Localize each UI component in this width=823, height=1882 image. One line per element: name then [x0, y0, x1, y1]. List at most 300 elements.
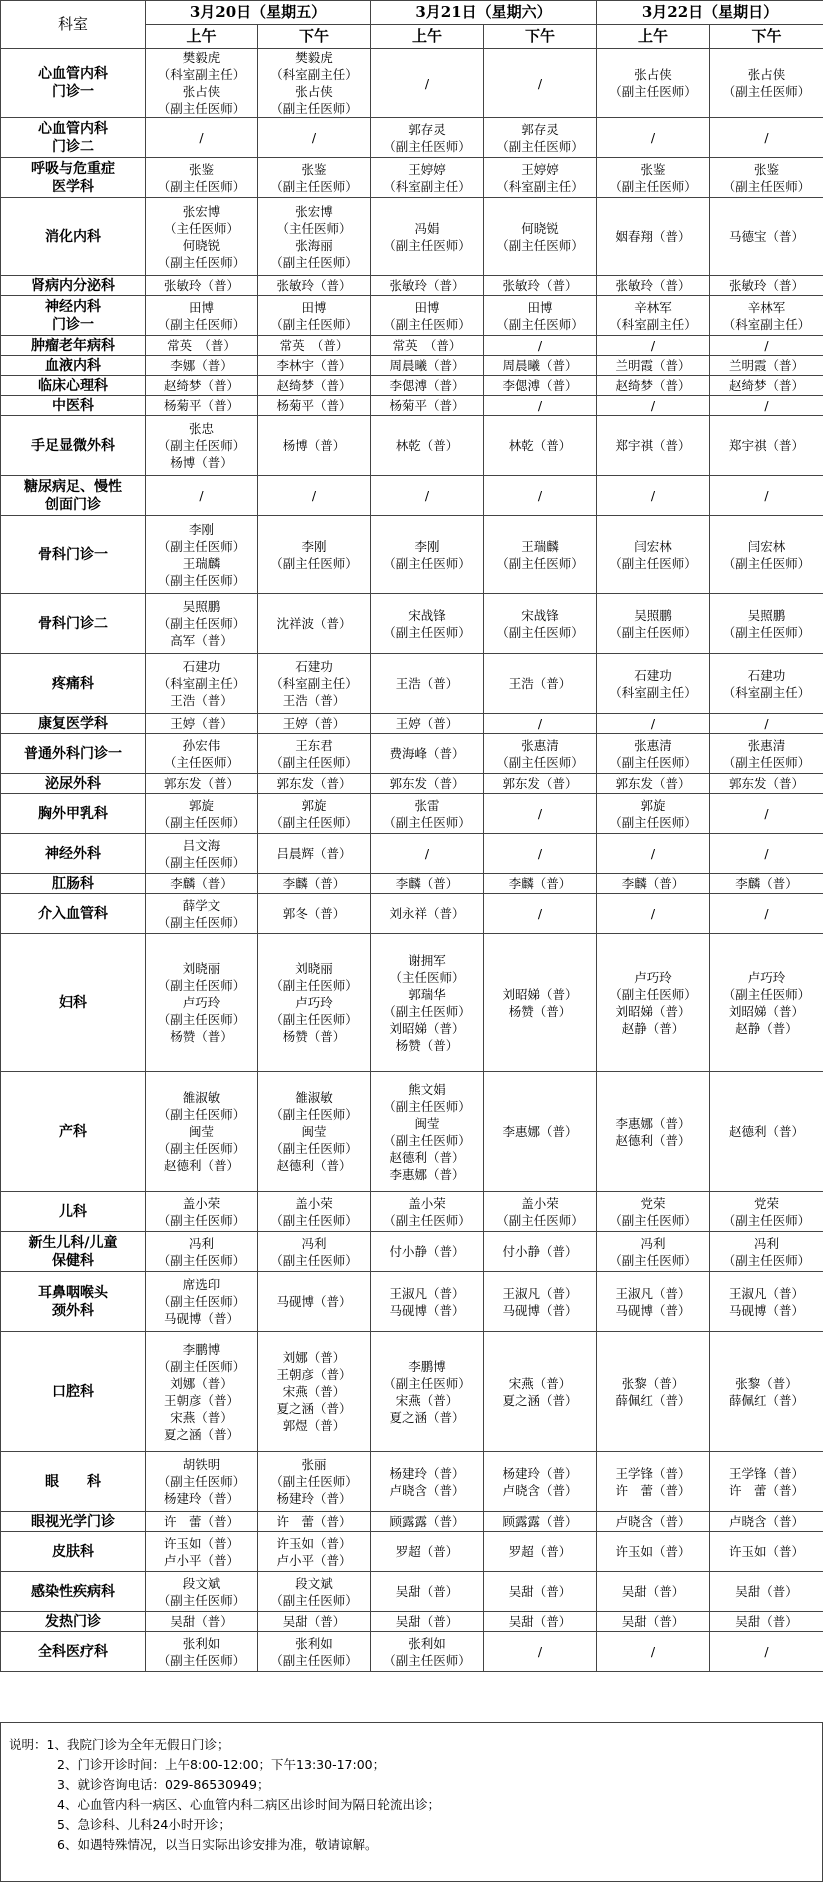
doctor-entry: 杨赞（普）: [282, 1029, 346, 1044]
schedule-cell: [371, 476, 484, 516]
date-header-2: 3月21日（星期六）: [371, 1, 597, 25]
doctor-entry: （副主任医师）: [383, 1375, 471, 1391]
doctor-entry: 刘昭娣（普）: [728, 1003, 804, 1019]
doctor-entry: 王朝彦（普）: [276, 1367, 352, 1382]
schedule-cell: [371, 1572, 484, 1612]
date-header-3: 3月22日（星期日）: [597, 1, 823, 25]
doctor-entry: 杨菊平（普）: [389, 398, 465, 413]
doctor-entry: 赵德利（普）: [163, 1158, 239, 1173]
department-name-line: 肾病内分泌科: [31, 277, 115, 294]
doctor-entry: /: [650, 338, 656, 353]
schedule-cell: [710, 654, 823, 714]
schedule-cell: [146, 934, 258, 1072]
department-name-line: 新生儿科/儿童: [28, 1234, 118, 1251]
department-name: [1, 396, 146, 416]
schedule-cell: [597, 1532, 710, 1572]
doctor-entry: /: [537, 906, 543, 921]
schedule-cell: [484, 118, 597, 158]
department-name: [1, 714, 146, 734]
doctor-entry: 李麟（普）: [395, 876, 459, 891]
schedule-row: [1, 1632, 823, 1672]
schedule-cell: [371, 296, 484, 336]
schedule-cell: [710, 794, 823, 834]
doctor-entry: 赵绮梦（普）: [615, 378, 691, 393]
half-header: 上午: [597, 25, 710, 49]
doctor-entry: 卢巧玲: [295, 995, 333, 1010]
schedule-cell: [484, 874, 597, 894]
doctor-entry: 卢晓含（普）: [728, 1514, 804, 1529]
doctor-entry: 马砚博（普）: [615, 1302, 691, 1318]
schedule-cell: [258, 296, 371, 336]
schedule-cell: [597, 1612, 710, 1632]
doctor-entry: 李麟（普）: [735, 876, 798, 891]
doctor-entry: 马砚博（普）: [728, 1302, 804, 1318]
doctor-entry: 许玉如（普）: [728, 1544, 804, 1559]
schedule-cell: [258, 834, 371, 874]
doctor-entry: （副主任医师）: [722, 624, 811, 640]
department-name: [1, 654, 146, 714]
doctor-entry: 石建功: [295, 659, 333, 674]
doctor-entry: （副主任医师）: [383, 814, 471, 830]
doctor-entry: （副主任医师）: [722, 1212, 811, 1228]
schedule-cell: [710, 198, 823, 276]
doctor-entry: 郑宇祺（普）: [615, 438, 691, 453]
doctor-entry: 张占侠: [182, 84, 221, 99]
doctor-entry: 兰明霞（普）: [728, 358, 804, 373]
doctor-entry: 李鹏博: [182, 1341, 221, 1357]
doctor-entry: 马砚博（普）: [276, 1294, 352, 1309]
doctor-entry: 石建功: [747, 667, 786, 683]
doctor-entry: 李麟（普）: [282, 876, 346, 891]
schedule-cell: [146, 714, 258, 734]
schedule-cell: [710, 1072, 823, 1192]
schedule-cell: [484, 1232, 597, 1272]
doctor-entry: 郭旋: [640, 797, 666, 813]
doctor-entry: 薛学文: [182, 897, 221, 913]
department-name-line: 产科: [59, 1123, 87, 1140]
doctor-entry: /: [537, 806, 543, 821]
doctor-entry: /: [537, 398, 543, 413]
department-name: [1, 49, 146, 118]
doctor-entry: （主任医师）: [276, 220, 352, 236]
schedule-cell: [146, 1572, 258, 1612]
schedule-cell: [710, 1452, 823, 1512]
schedule-row: [1, 356, 823, 376]
doctor-entry: （主任医师）: [389, 969, 465, 985]
schedule-cell: [146, 276, 258, 296]
schedule-cell: [597, 1332, 710, 1452]
schedule-cell: [258, 1272, 371, 1332]
doctor-entry: 卢巧玲: [634, 969, 672, 985]
schedule-cell: [710, 516, 823, 594]
schedule-cell: [371, 714, 484, 734]
doctor-entry: 王浩（普）: [170, 693, 233, 708]
department-name-line: 口腔科: [52, 1383, 94, 1400]
schedule-cell: [371, 1332, 484, 1452]
schedule-cell: [146, 49, 258, 118]
doctor-entry: 郭存灵: [408, 121, 446, 137]
schedule-row: [1, 714, 823, 734]
schedule-cell: [710, 376, 823, 396]
doctor-entry: /: [764, 846, 769, 861]
doctor-entry: 石建功: [634, 667, 672, 683]
note-line: 说明：1、我院门诊为全年无假日门诊；: [9, 1737, 230, 1752]
doctor-entry: 李偲溥（普）: [502, 378, 578, 393]
doctor-entry: 宋燕（普）: [170, 1409, 233, 1425]
doctor-entry: 吴照鹏: [182, 599, 221, 614]
doctor-entry: 王婷（普）: [395, 716, 459, 731]
doctor-entry: /: [650, 398, 656, 413]
doctor-entry: （副主任医师）: [157, 978, 246, 993]
doctor-entry: 李刚: [188, 521, 214, 537]
schedule-cell: [258, 416, 371, 476]
doctor-entry: （副主任医师）: [496, 138, 584, 154]
doctor-entry: （副主任医师）: [157, 914, 246, 930]
schedule-cell: [146, 1272, 258, 1332]
schedule-cell: [597, 516, 710, 594]
doctor-entry: /: [199, 488, 204, 503]
doctor-entry: 王朝彦（普）: [163, 1392, 239, 1408]
doctor-entry: 赵静（普）: [621, 1020, 685, 1036]
doctor-entry: /: [424, 75, 430, 91]
schedule-cell: [484, 356, 597, 376]
schedule-cell: [710, 158, 823, 198]
schedule-cell: [484, 1612, 597, 1632]
department-name: [1, 198, 146, 276]
schedule-cell: [258, 874, 371, 894]
department-name-line: 门诊一: [52, 316, 94, 333]
schedule-cell: [710, 1272, 823, 1332]
doctor-entry: 王淑凡（普）: [389, 1285, 465, 1301]
doctor-entry: 薛佩红（普）: [728, 1392, 804, 1408]
doctor-entry: 吴照鹏: [747, 607, 786, 623]
doctor-entry: （副主任医师）: [722, 754, 811, 770]
doctor-entry: 杨菊平（普）: [163, 398, 239, 413]
department-name: [1, 296, 146, 336]
doctor-entry: 王学锋（普）: [615, 1465, 691, 1481]
schedule-cell: [371, 834, 484, 874]
doctor-entry: 马砚博（普）: [389, 1302, 465, 1318]
schedule-cell: [597, 416, 710, 476]
doctor-entry: （主任医师）: [163, 754, 239, 770]
doctor-entry: 赵静（普）: [735, 1020, 798, 1036]
schedule-cell: [258, 356, 371, 376]
doctor-entry: 卢小平（普）: [163, 1552, 239, 1568]
schedule-cell: [146, 416, 258, 476]
schedule-row: [1, 276, 823, 296]
doctor-entry: 赵德利（普）: [276, 1158, 352, 1173]
department-name-line: 肿瘤老年病科: [31, 337, 115, 354]
doctor-entry: /: [650, 1644, 656, 1659]
doctor-entry: 张惠清: [634, 737, 672, 753]
department-name-line: 糖尿病足、慢性: [24, 478, 122, 495]
doctor-entry: （副主任医师）: [157, 254, 246, 270]
doctor-entry: （副主任医师）: [157, 316, 246, 332]
doctor-entry: 吴照鹏: [634, 607, 672, 623]
schedule-row: [1, 934, 823, 1072]
schedule-cell: [484, 1452, 597, 1512]
doctor-entry: （副主任医师）: [270, 814, 358, 830]
schedule-cell: [371, 1452, 484, 1512]
schedule-cell: [371, 1532, 484, 1572]
schedule-cell: [371, 874, 484, 894]
department-name-line: 门诊二: [52, 138, 94, 155]
schedule-cell: [371, 794, 484, 834]
doctor-entry: 熊文娟: [408, 1081, 446, 1097]
schedule-cell: [258, 118, 371, 158]
doctor-entry: 张惠清: [747, 737, 786, 753]
schedule-cell: [258, 1192, 371, 1232]
doctor-entry: 马砚博（普）: [163, 1311, 239, 1326]
doctor-entry: 张鉴: [301, 161, 327, 177]
schedule-row: [1, 1272, 823, 1332]
doctor-entry: （副主任医师）: [270, 1592, 358, 1608]
doctor-entry: 李林宇（普）: [276, 358, 352, 373]
doctor-entry: 张黎（普）: [735, 1375, 798, 1391]
schedule-cell: [597, 1632, 710, 1672]
department-name-line: 呼吸与危重症: [31, 160, 115, 177]
doctor-entry: 石建功: [182, 659, 221, 674]
doctor-entry: 盖小荣: [182, 1195, 221, 1211]
doctor-entry: （副主任医师）: [722, 1252, 811, 1268]
department-name: [1, 894, 146, 934]
doctor-entry: /: [764, 806, 769, 821]
doctor-entry: （副主任医师）: [157, 1652, 246, 1668]
doctor-entry: 张鉴: [640, 161, 666, 177]
doctor-entry: 田博: [527, 299, 553, 315]
schedule-cell: [597, 774, 710, 794]
doctor-entry: 周晨曦（普）: [389, 358, 465, 373]
schedule-cell: [484, 198, 597, 276]
schedule-cell: [484, 158, 597, 198]
doctor-entry: 刘昭娣（普）: [389, 1020, 465, 1036]
doctor-entry: 冯利: [753, 1235, 779, 1251]
department-name-line: 泌尿外科: [45, 775, 101, 792]
doctor-entry: 王淑凡（普）: [502, 1285, 578, 1301]
schedule-cell: [258, 49, 371, 118]
schedule-cell: [597, 1232, 710, 1272]
doctor-entry: 张敏玲（普）: [389, 278, 465, 293]
schedule-cell: [484, 476, 597, 516]
schedule-cell: [258, 794, 371, 834]
doctor-entry: /: [764, 398, 769, 413]
doctor-entry: 夏之涵（普）: [502, 1392, 578, 1408]
schedule-cell: [710, 1532, 823, 1572]
schedule-cell: [484, 336, 597, 356]
schedule-cell: [258, 1632, 371, 1672]
department-name-line: 疼痛科: [52, 675, 94, 692]
doctor-entry: （副主任医师）: [722, 84, 811, 99]
schedule-cell: [146, 1332, 258, 1452]
doctor-entry: （副主任医师）: [157, 438, 246, 453]
doctor-entry: 宋燕（普）: [395, 1392, 459, 1408]
department-name-line: 血液内科: [45, 357, 101, 374]
doctor-entry: （副主任医师）: [496, 316, 584, 332]
doctor-entry: /: [764, 906, 769, 921]
doctor-entry: 卢巧玲: [182, 995, 221, 1010]
doctor-entry: 吴甜（普）: [735, 1614, 798, 1629]
department-name-line: 保健科: [52, 1252, 94, 1269]
schedule-row: [1, 834, 823, 874]
doctor-entry: 郭东发（普）: [728, 776, 804, 791]
doctor-entry: （副主任医师）: [270, 178, 358, 194]
doctor-entry: 张鉴: [188, 161, 214, 177]
schedule-cell: [597, 296, 710, 336]
schedule-cell: [597, 1512, 710, 1532]
schedule-cell: [258, 1232, 371, 1272]
doctor-entry: 吴甜（普）: [395, 1584, 459, 1599]
schedule-row: [1, 874, 823, 894]
doctor-entry: （副主任医师）: [496, 754, 584, 770]
doctor-entry: 郭旋: [188, 797, 214, 813]
doctor-entry: （副主任医师）: [609, 1212, 697, 1228]
doctor-entry: /: [650, 488, 656, 503]
schedule-row: [1, 594, 823, 654]
schedule-cell: [146, 874, 258, 894]
schedule-cell: [484, 376, 597, 396]
doctor-entry: 许 蕾（普）: [728, 1482, 804, 1498]
department-name: [1, 376, 146, 396]
doctor-entry: 郭冬（普）: [282, 906, 346, 921]
schedule-cell: [371, 1272, 484, 1332]
doctor-entry: （副主任医师）: [157, 1012, 246, 1027]
schedule-cell: [371, 594, 484, 654]
department-name: [1, 1612, 146, 1632]
department-name: [1, 874, 146, 894]
schedule-cell: [258, 654, 371, 714]
doctor-entry: （副主任医师）: [270, 1252, 358, 1268]
doctor-entry: 闫宏林: [634, 538, 672, 554]
schedule-cell: [597, 874, 710, 894]
schedule-cell: [597, 118, 710, 158]
doctor-entry: 卢小平（普）: [276, 1552, 352, 1568]
schedule-cell: [484, 714, 597, 734]
schedule-cell: [371, 1232, 484, 1272]
doctor-entry: 许玉如（普）: [163, 1535, 239, 1551]
schedule-cell: [258, 198, 371, 276]
doctor-entry: 张宏博: [182, 203, 221, 219]
doctor-entry: （副主任医师）: [270, 754, 358, 770]
schedule-cell: [484, 416, 597, 476]
doctor-entry: 王浩（普）: [508, 676, 572, 691]
doctor-entry: 李麟（普）: [621, 876, 685, 891]
schedule-cell: [597, 714, 710, 734]
doctor-entry: 冯利: [188, 1235, 214, 1251]
schedule-row: [1, 1332, 823, 1452]
doctor-entry: 刘昭娣（普）: [502, 986, 578, 1002]
doctor-entry: （科室副主任）: [609, 316, 697, 332]
schedule-cell: [146, 1452, 258, 1512]
department-name-line: 消化内科: [45, 228, 101, 245]
schedule-row: [1, 376, 823, 396]
doctor-entry: 张敏玲（普）: [728, 278, 804, 293]
doctor-entry: 李鹏博: [408, 1358, 446, 1374]
department-name: [1, 1512, 146, 1532]
schedule-cell: [710, 416, 823, 476]
doctor-entry: 吴甜（普）: [621, 1584, 685, 1599]
department-name: [1, 476, 146, 516]
schedule-row: [1, 894, 823, 934]
doctor-entry: （副主任医师）: [157, 1107, 246, 1122]
doctor-entry: 张黎（普）: [621, 1375, 685, 1391]
schedule-row: [1, 49, 823, 118]
doctor-entry: 杨建玲（普）: [163, 1491, 239, 1506]
schedule-cell: [597, 1272, 710, 1332]
schedule-cell: [258, 516, 371, 594]
schedule-cell: [146, 774, 258, 794]
doctor-entry: 马德宝（普）: [728, 229, 804, 244]
department-name: [1, 336, 146, 356]
doctor-entry: 王瑞麟: [182, 555, 221, 571]
notes-section: [0, 1722, 823, 1882]
doctor-entry: 王学锋（普）: [728, 1465, 804, 1481]
schedule-cell: [146, 516, 258, 594]
schedule-cell: [484, 734, 597, 774]
schedule-cell: [710, 834, 823, 874]
doctor-entry: 张敏玲（普）: [163, 278, 239, 293]
doctor-entry: 闽莹: [301, 1124, 327, 1139]
doctor-entry: /: [537, 716, 543, 731]
doctor-entry: （副主任医师）: [157, 572, 246, 588]
doctor-entry: /: [537, 75, 543, 91]
doctor-entry: /: [537, 1644, 543, 1659]
doctor-entry: （副主任医师）: [609, 986, 697, 1002]
half-header: 下午: [258, 25, 371, 49]
department-name-line: 发热门诊: [45, 1613, 101, 1630]
doctor-entry: （副主任医师）: [270, 555, 358, 571]
doctor-entry: （副主任医师）: [383, 1132, 471, 1148]
corner-header: 科室: [1, 1, 146, 49]
doctor-entry: 林乾（普）: [395, 438, 459, 453]
doctor-entry: （副主任医师）: [270, 101, 358, 116]
schedule-cell: [371, 1512, 484, 1532]
schedule-cell: [258, 1452, 371, 1512]
doctor-entry: 吴甜（普）: [508, 1584, 572, 1599]
schedule-row: [1, 1452, 823, 1512]
doctor-entry: 郭煜（普）: [282, 1418, 346, 1433]
doctor-entry: 吕文海: [182, 837, 221, 853]
schedule-cell: [597, 794, 710, 834]
doctor-entry: 孙宏伟: [182, 737, 221, 753]
doctor-entry: （副主任医师）: [270, 1012, 358, 1027]
doctor-entry: 赵绮梦（普）: [276, 378, 352, 393]
doctor-entry: 沈祥波（普）: [276, 616, 352, 631]
schedule-cell: [710, 774, 823, 794]
doctor-entry: 谢拥军: [408, 952, 446, 968]
schedule-cell: [710, 1572, 823, 1612]
schedule-cell: [484, 396, 597, 416]
doctor-entry: 张敏玲（普）: [276, 278, 352, 293]
schedule-cell: [710, 1612, 823, 1632]
doctor-entry: /: [537, 488, 543, 503]
schedule-body: [1, 49, 823, 1672]
schedule-cell: [597, 734, 710, 774]
doctor-entry: 盖小荣: [521, 1195, 559, 1211]
doctor-entry: 段文斌: [295, 1575, 333, 1591]
schedule-cell: [258, 734, 371, 774]
doctor-entry: 许 蕾（普）: [163, 1514, 239, 1529]
schedule-cell: [710, 296, 823, 336]
doctor-entry: 张丽: [301, 1457, 327, 1472]
schedule-cell: [597, 934, 710, 1072]
doctor-entry: （副主任医师）: [722, 555, 811, 571]
schedule-cell: [710, 934, 823, 1072]
doctor-entry: （副主任医师）: [270, 254, 358, 270]
schedule-cell: [484, 1632, 597, 1672]
doctor-entry: /: [650, 716, 656, 731]
doctor-entry: （副主任医师）: [270, 1652, 358, 1668]
doctor-entry: 樊毅虎: [295, 50, 333, 65]
